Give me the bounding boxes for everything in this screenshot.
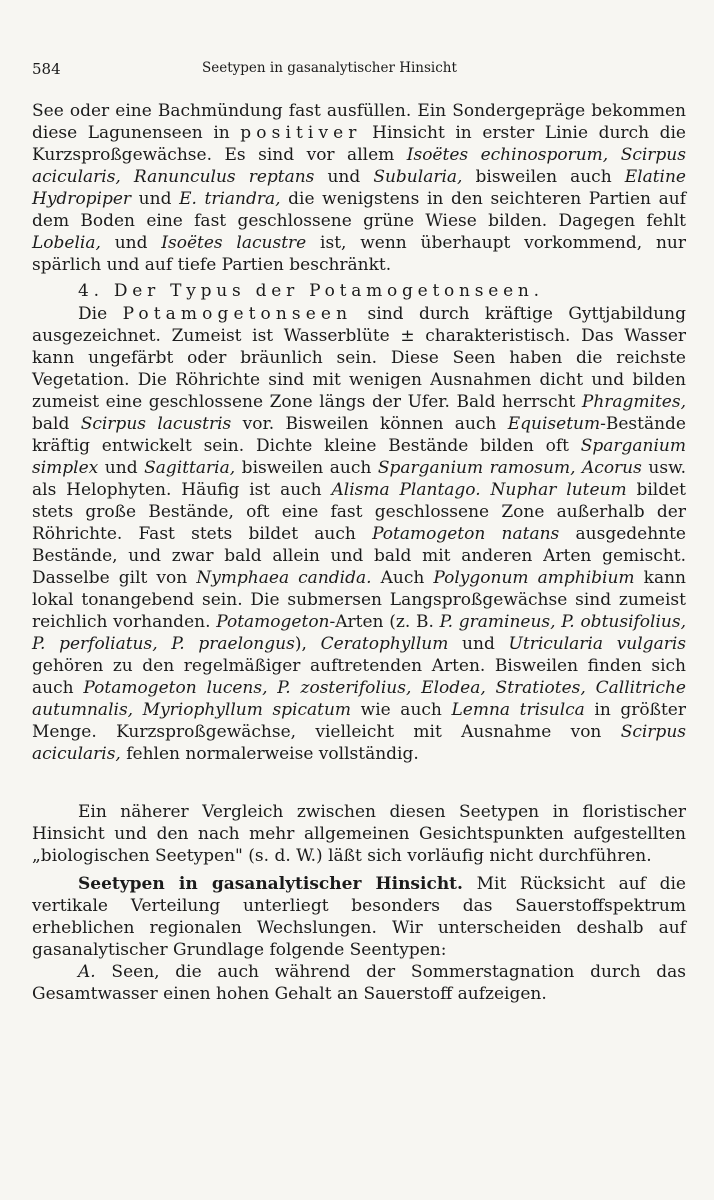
- species-name: Potamogeton natans: [372, 524, 560, 544]
- text-run: bisweilen auch: [462, 167, 625, 187]
- text-run: bildet stets große Bestände, oft eine fast geschlossene Zone außerhalb der Röhrichte. Fast stets bildet auch: [32, 480, 686, 544]
- text-run: und: [131, 189, 180, 209]
- species-name: Potamogeton: [216, 612, 330, 632]
- species-name: Scirpus acicularis,: [32, 722, 686, 764]
- text-run: Hinsicht in erster Linie durch die Kurzsproßgewächse. Es sind vor allem: [32, 123, 686, 165]
- text-run: und: [314, 167, 374, 187]
- emphasis-spaced: positiver: [240, 123, 362, 143]
- text-run: sind durch kräftige Gyttjabildung ausgezeichnet. Zumeist ist Wasserblüte ± charakteristisch. Das Wasser kann ungefärbt oder bräunlich sein. Diese Seen haben die reichste Vegetation. Die Röhrichte sind mit wenigen Ausnahmen dicht und bilden zumeist eine geschlossene Zone längs der Ufer. Bald herrscht: [32, 304, 686, 412]
- text-run: Die: [78, 304, 123, 324]
- page-header: [32, 60, 686, 84]
- paragraph-vergleich: Ein näherer Vergleich zwischen diesen Seetypen in floristischer Hinsicht und den nach mehr allgemeinen Gesichtspunkten aufgestellten „biologischen Seetypen" (s. d. W.) läßt sich vorläufig nicht durchführen.: [32, 802, 686, 866]
- text-run: und: [100, 233, 162, 253]
- species-name: E. triandra,: [179, 189, 281, 209]
- species-name: Utricularia vulgaris: [508, 634, 686, 654]
- emphasis-spaced: Potamogetonseen: [122, 304, 353, 324]
- text-run: und: [98, 458, 145, 478]
- species-name: Isoëtes lacustre: [161, 233, 307, 253]
- text-run: die wenigstens in den seichteren Partien auf dem Boden eine fast geschlossene grüne Wiese bilden. Dagegen fehlt: [32, 189, 686, 231]
- species-name: Scirpus lacustris: [80, 414, 232, 434]
- text-run: in größter Menge. Kurzsproßgewächse, vielleicht mit Ausnahme von: [32, 700, 686, 742]
- paragraph-typ-a: [32, 961, 686, 1005]
- text-run: ist, wenn überhaupt vorkommend, nur spärlich und auf tiefe Partien beschränkt.: [32, 233, 686, 275]
- paragraph-potamogetonseen: [32, 303, 686, 765]
- running-head: Seetypen in gasanalytischer Hinsicht: [202, 60, 457, 76]
- text-run: -Bestände kräftig entwickelt sein. Dichte kleine Bestände bilden oft: [32, 414, 686, 456]
- text-run: wie auch: [351, 700, 452, 720]
- species-name: Nymphaea candida.: [196, 568, 372, 588]
- text-run: bald: [32, 414, 81, 434]
- text-run: bisweilen auch: [235, 458, 378, 478]
- species-name: Subularia,: [373, 167, 463, 187]
- species-name: Sparganium simplex: [32, 436, 686, 478]
- book-page: [32, 60, 686, 1005]
- species-name: Alisma Plantago. Nuphar luteum: [331, 480, 627, 500]
- text-run: gehören zu den regelmäßiger auftretenden Arten. Bisweilen finden sich auch: [32, 656, 686, 698]
- species-name: Polygonum amphibium: [433, 568, 635, 588]
- text-run: usw. als Helophyten. Häufig ist auch: [32, 458, 687, 500]
- paragraph-gap: [32, 765, 686, 801]
- text-run: Mit Rücksicht auf die vertikale Verteilung unterliegt besonders das Sauerstoffspektrum erheblichen regionalen Wechslungen. Wir unterscheiden deshalb auf gasanalytischer Grundlage folgende Seentypen:: [32, 874, 686, 960]
- text-run: -Arten (z. B.: [329, 612, 440, 632]
- text-run: fehlen normalerweise vollständig.: [120, 744, 419, 764]
- species-name: Isoëtes echinosporum, Scirpus acicularis, Ranunculus reptans: [32, 145, 686, 187]
- page-number: 584: [32, 60, 61, 78]
- species-name: Phragmites,: [581, 392, 686, 412]
- species-name: Lobelia,: [32, 233, 101, 253]
- species-name: Equisetum: [507, 414, 601, 434]
- section-run-in-heading: Seetypen in gasanalytischer Hinsicht.: [78, 874, 463, 894]
- section-heading: 4. Der Typus der Potamogetonseen.: [78, 281, 544, 301]
- text-run: ausgedehnte Bestände, und zwar bald allein und bald mit anderen Arten gemischt. Dasselbe gilt von: [32, 524, 686, 588]
- text-run: Auch: [371, 568, 434, 588]
- species-name: Sagittaria,: [144, 458, 236, 478]
- text-run: ),: [294, 634, 321, 654]
- paragraph-gasanalytisch: [32, 873, 686, 961]
- text-run: und: [448, 634, 509, 654]
- paragraph-lagunenseen: [32, 100, 686, 276]
- text-run: vor. Bisweilen können auch: [231, 414, 508, 434]
- species-name: Elatine Hydropiper: [32, 167, 686, 209]
- text-run: See oder eine Bachmündung fast ausfüllen. Ein Sondergepräge bekommen diese Lagunenseen in: [32, 101, 686, 143]
- species-name: Potamogeton lucens, P. zosterifolius, Elodea, Stratiotes, Callitriche autumnalis, Myriophyllum spicatum: [32, 678, 686, 720]
- list-label: A.: [78, 962, 96, 982]
- text-run: kann lokal tonangebend sein. Die submersen Langsproßgewächse sind zumeist reichlich vorhanden.: [32, 568, 686, 632]
- text-run: Seen, die auch während der Sommerstagnation durch das Gesamtwasser einen hohen Gehalt an Sauerstoff aufzeigen.: [32, 962, 686, 1004]
- species-name: Sparganium ramosum, Acorus: [377, 458, 642, 478]
- species-name: Ceratophyllum: [320, 634, 449, 654]
- species-name: P. gramineus, P. obtusifolius, P. perfoliatus, P. praelongus: [32, 612, 686, 654]
- species-name: Lemna trisulca: [451, 700, 585, 720]
